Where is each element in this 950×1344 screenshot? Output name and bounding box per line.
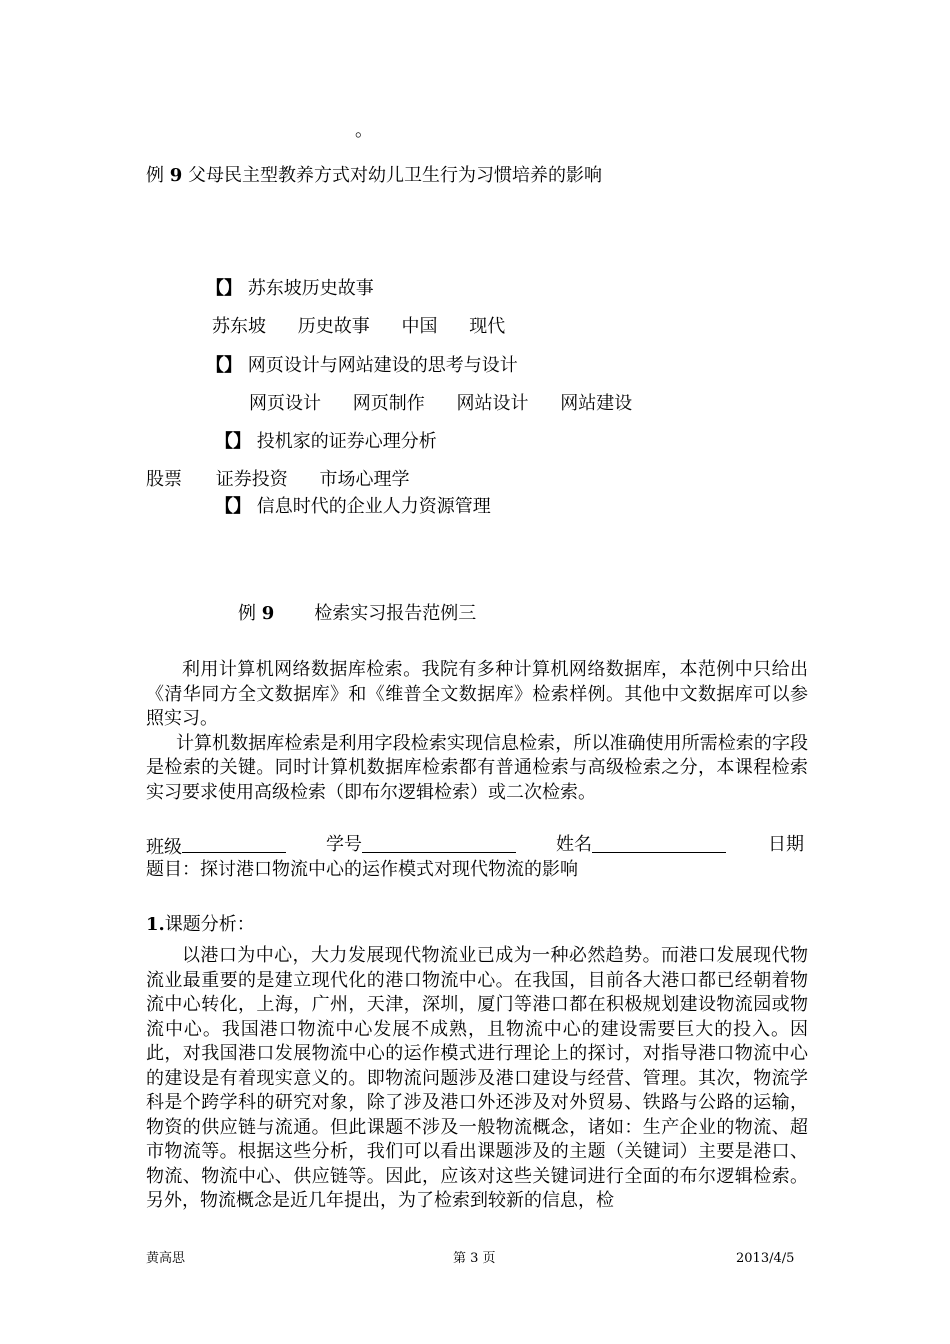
student-id-label: 学号 xyxy=(326,834,362,855)
intro-paragraph: 计算机数据库检索是利用字段检索实现信息检索，所以准确使用所需检索的字段是检索的关键。同时计算机数据库检索都有普通检索与高级检索之分，本课程检索实习要求使用高级检索（即布尔逻辑检索）或二次检索。 xyxy=(146,732,808,803)
analysis-paragraph: 以港口为中心，大力发展现代物流业已成为一种必然趋势。而港口发展现代物流业最重要的是建立现代化的港口物流中心。在我国，目前各大港口都已经朝着物流中心转化，上海，广州，天津，深圳，厦门等港口都在积极规划建设物流园或物流中心。我国港口物流中心发展不成熟，且物流中心的建设需要巨大的投入。因此，对我国港口发展物流中心的运作模式进行理论上的探讨，对指导港口物流中心的建设是有着现实意义的。即物流问题涉及港口建设与经营、管理。其次，物流学科是个跨学科的研究对象，除了涉及港口外还涉及对外贸易、铁路与公路的运输，物资的供应链与流通。但此课题不涉及一般物流概念，诸如：生产企业的物流、超市物流等。根据这些分析，我们可以看出课题涉及的主题（关键词）主要是港口、物流、物流中心、供应链等。因此，应该对这些关键词进行全面的布尔逻辑检索。另外，物流概念是近几年提出，为了检索到较新的信息，检 xyxy=(146,945,808,1211)
keyword: 中国 xyxy=(401,316,438,337)
class-label: 班级 xyxy=(146,837,182,858)
intro-text xyxy=(146,658,808,805)
keyword: 网站设计 xyxy=(456,393,529,414)
topic-title: 【】 苏东坡历史故事 xyxy=(206,278,374,299)
top-mark: 。 xyxy=(355,120,373,141)
student-id-field[interactable] xyxy=(362,832,516,853)
topic-line: 题目：探讨港口物流中心的运作模式对现代物流的影响 xyxy=(146,859,578,880)
keyword: 网页设计 xyxy=(249,393,321,414)
topic-keywords xyxy=(146,467,409,493)
topic-keywords xyxy=(212,314,505,340)
keyword: 证券投资 xyxy=(215,469,288,490)
analysis-heading: 1.课题分析： xyxy=(146,914,255,935)
footer-author: 黄高思 xyxy=(146,1251,186,1266)
keyword: 苏东坡 xyxy=(212,316,266,337)
topic-title: 【】 网页设计与网站建设的思考与设计 xyxy=(206,355,518,376)
topic-title: 【】 信息时代的企业人力资源管理 xyxy=(215,496,491,517)
analysis-text xyxy=(146,944,808,1214)
intro-paragraph: 利用计算机网络数据库检索。我院有多种计算机网络数据库，本范例中只给出《清华同方全文数据库》和《维普全文数据库》检索样例。其他中文数据库可以参照实习。 xyxy=(146,659,808,729)
footer-page-number: 第 3 页 xyxy=(453,1251,496,1266)
topic-keywords xyxy=(249,391,632,417)
keyword: 市场心理学 xyxy=(319,469,410,490)
name-field[interactable] xyxy=(592,832,726,853)
keyword: 股票 xyxy=(146,469,182,490)
topic-title: 【】 投机家的证券心理分析 xyxy=(215,431,437,452)
keyword: 网站建设 xyxy=(560,393,633,414)
name-label: 姓名 xyxy=(556,834,592,855)
footer-date: 2013/4/5 xyxy=(736,1251,795,1266)
keyword: 历史故事 xyxy=(297,316,370,337)
keyword: 网页制作 xyxy=(352,393,425,414)
keyword: 现代 xyxy=(469,316,506,337)
example-title: 例 9 父母民主型教养方式对幼儿卫生行为习惯培养的影响 xyxy=(146,165,602,186)
section-heading: 例 9 检索实习报告范例三 xyxy=(238,603,477,624)
class-field[interactable] xyxy=(182,832,286,853)
date-label: 日期 xyxy=(768,834,804,855)
